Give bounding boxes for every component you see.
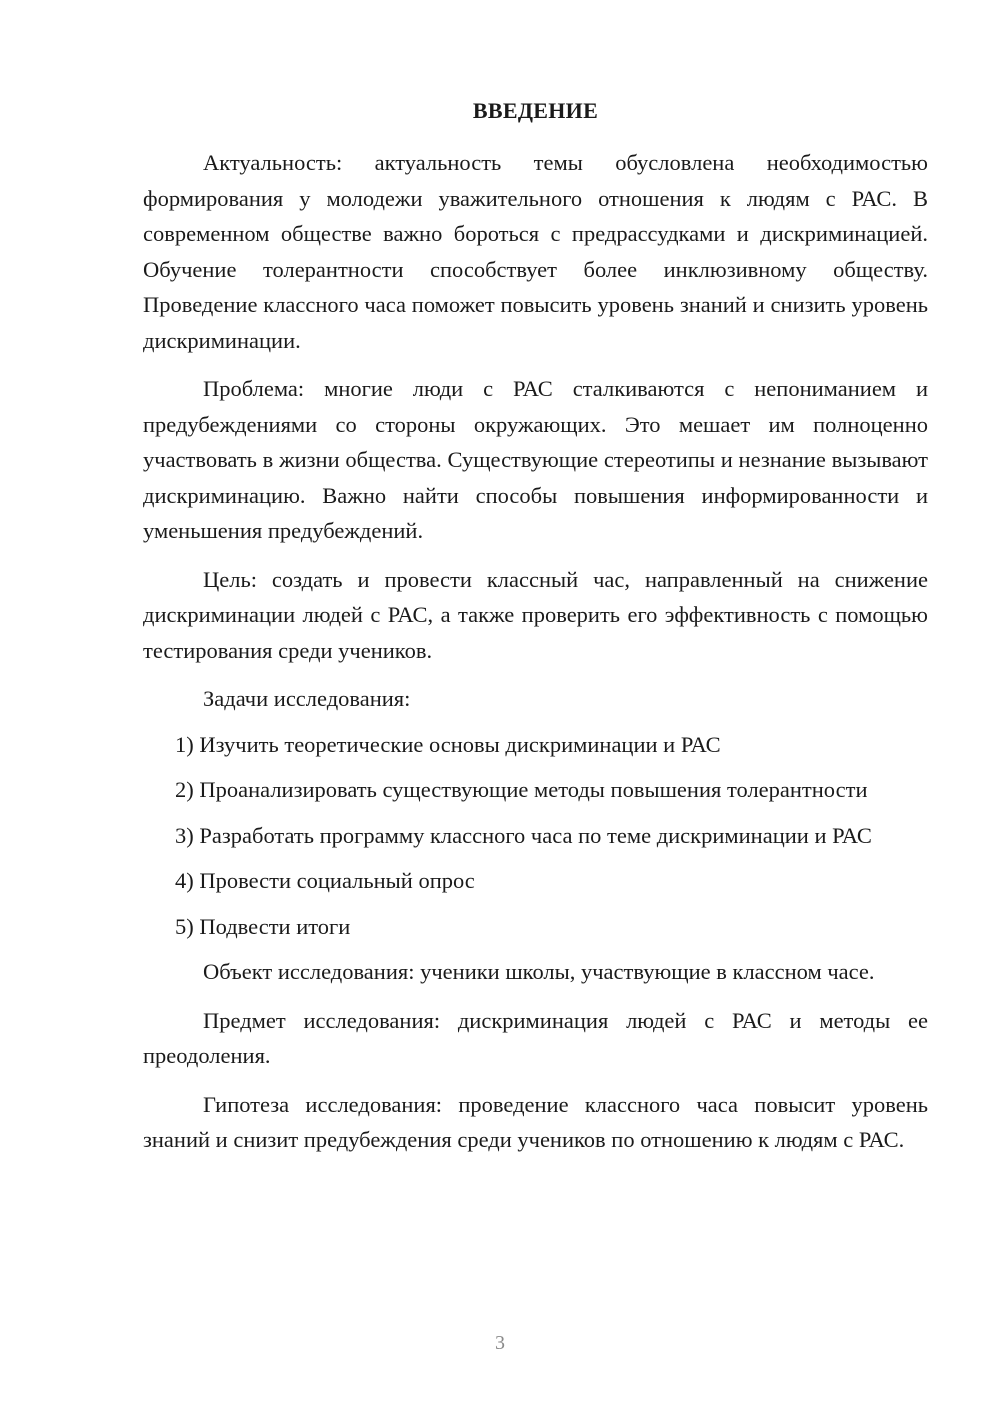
subject-paragraph: Предмет исследования: дискриминация людей с РАС и методы ее преодоления. — [143, 1007, 928, 1068]
tasks-heading: Задачи исследования: — [203, 686, 411, 711]
page-number: 3 — [495, 1332, 505, 1354]
hypothesis-paragraph: Гипотеза исследования: проведение классного часа повысит уровень знаний и снизит предубеждения среди учеников по отношению к людям с РАС. — [143, 1091, 928, 1152]
relevance-paragraph: Актуальность: актуальность темы обусловлена необходимостью формирования у молодежи уважительного отношения к людям с РАС. В современном обществе важно бороться с предрассудками и дискриминацией. Обучение толерантности способствует более инклюзивному обществу. Проведение классного часа поможет повысить уровень знаний и снизить уровень дискриминации. — [143, 150, 928, 353]
section-title: ВВЕДЕНИЕ — [472, 98, 599, 123]
task-item: 5) Подвести итоги — [175, 913, 351, 939]
task-item: 2) Проанализировать существующие методы повышения толерантности — [175, 777, 868, 802]
goal-paragraph: Цель: создать и провести классный час, направленный на снижение дискриминации людей с РАС, а также проверить его эффективность с помощью тестирования среди учеников. — [143, 566, 928, 663]
task-item: 1) Изучить теоретические основы дискриминации и РАС — [175, 731, 721, 757]
task-item: 4) Провести социальный опрос — [175, 868, 475, 893]
task-item: 3) Разработать программу классного часа по теме дискриминации и РАС — [175, 822, 872, 848]
problem-paragraph: Проблема: многие люди с РАС сталкиваются с непониманием и предубеждениями со стороны окружающих. Это мешает им полноценно участвовать в жизни общества. Существующие стереотипы и незнание вызывают дискриминацию. Важно найти способы повышения информированности и уменьшения предубеждений. — [143, 376, 928, 543]
object-paragraph: Объект исследования: ученики школы, участвующие в классном часе. — [203, 959, 875, 984]
document-page — [143, 95, 928, 1171]
